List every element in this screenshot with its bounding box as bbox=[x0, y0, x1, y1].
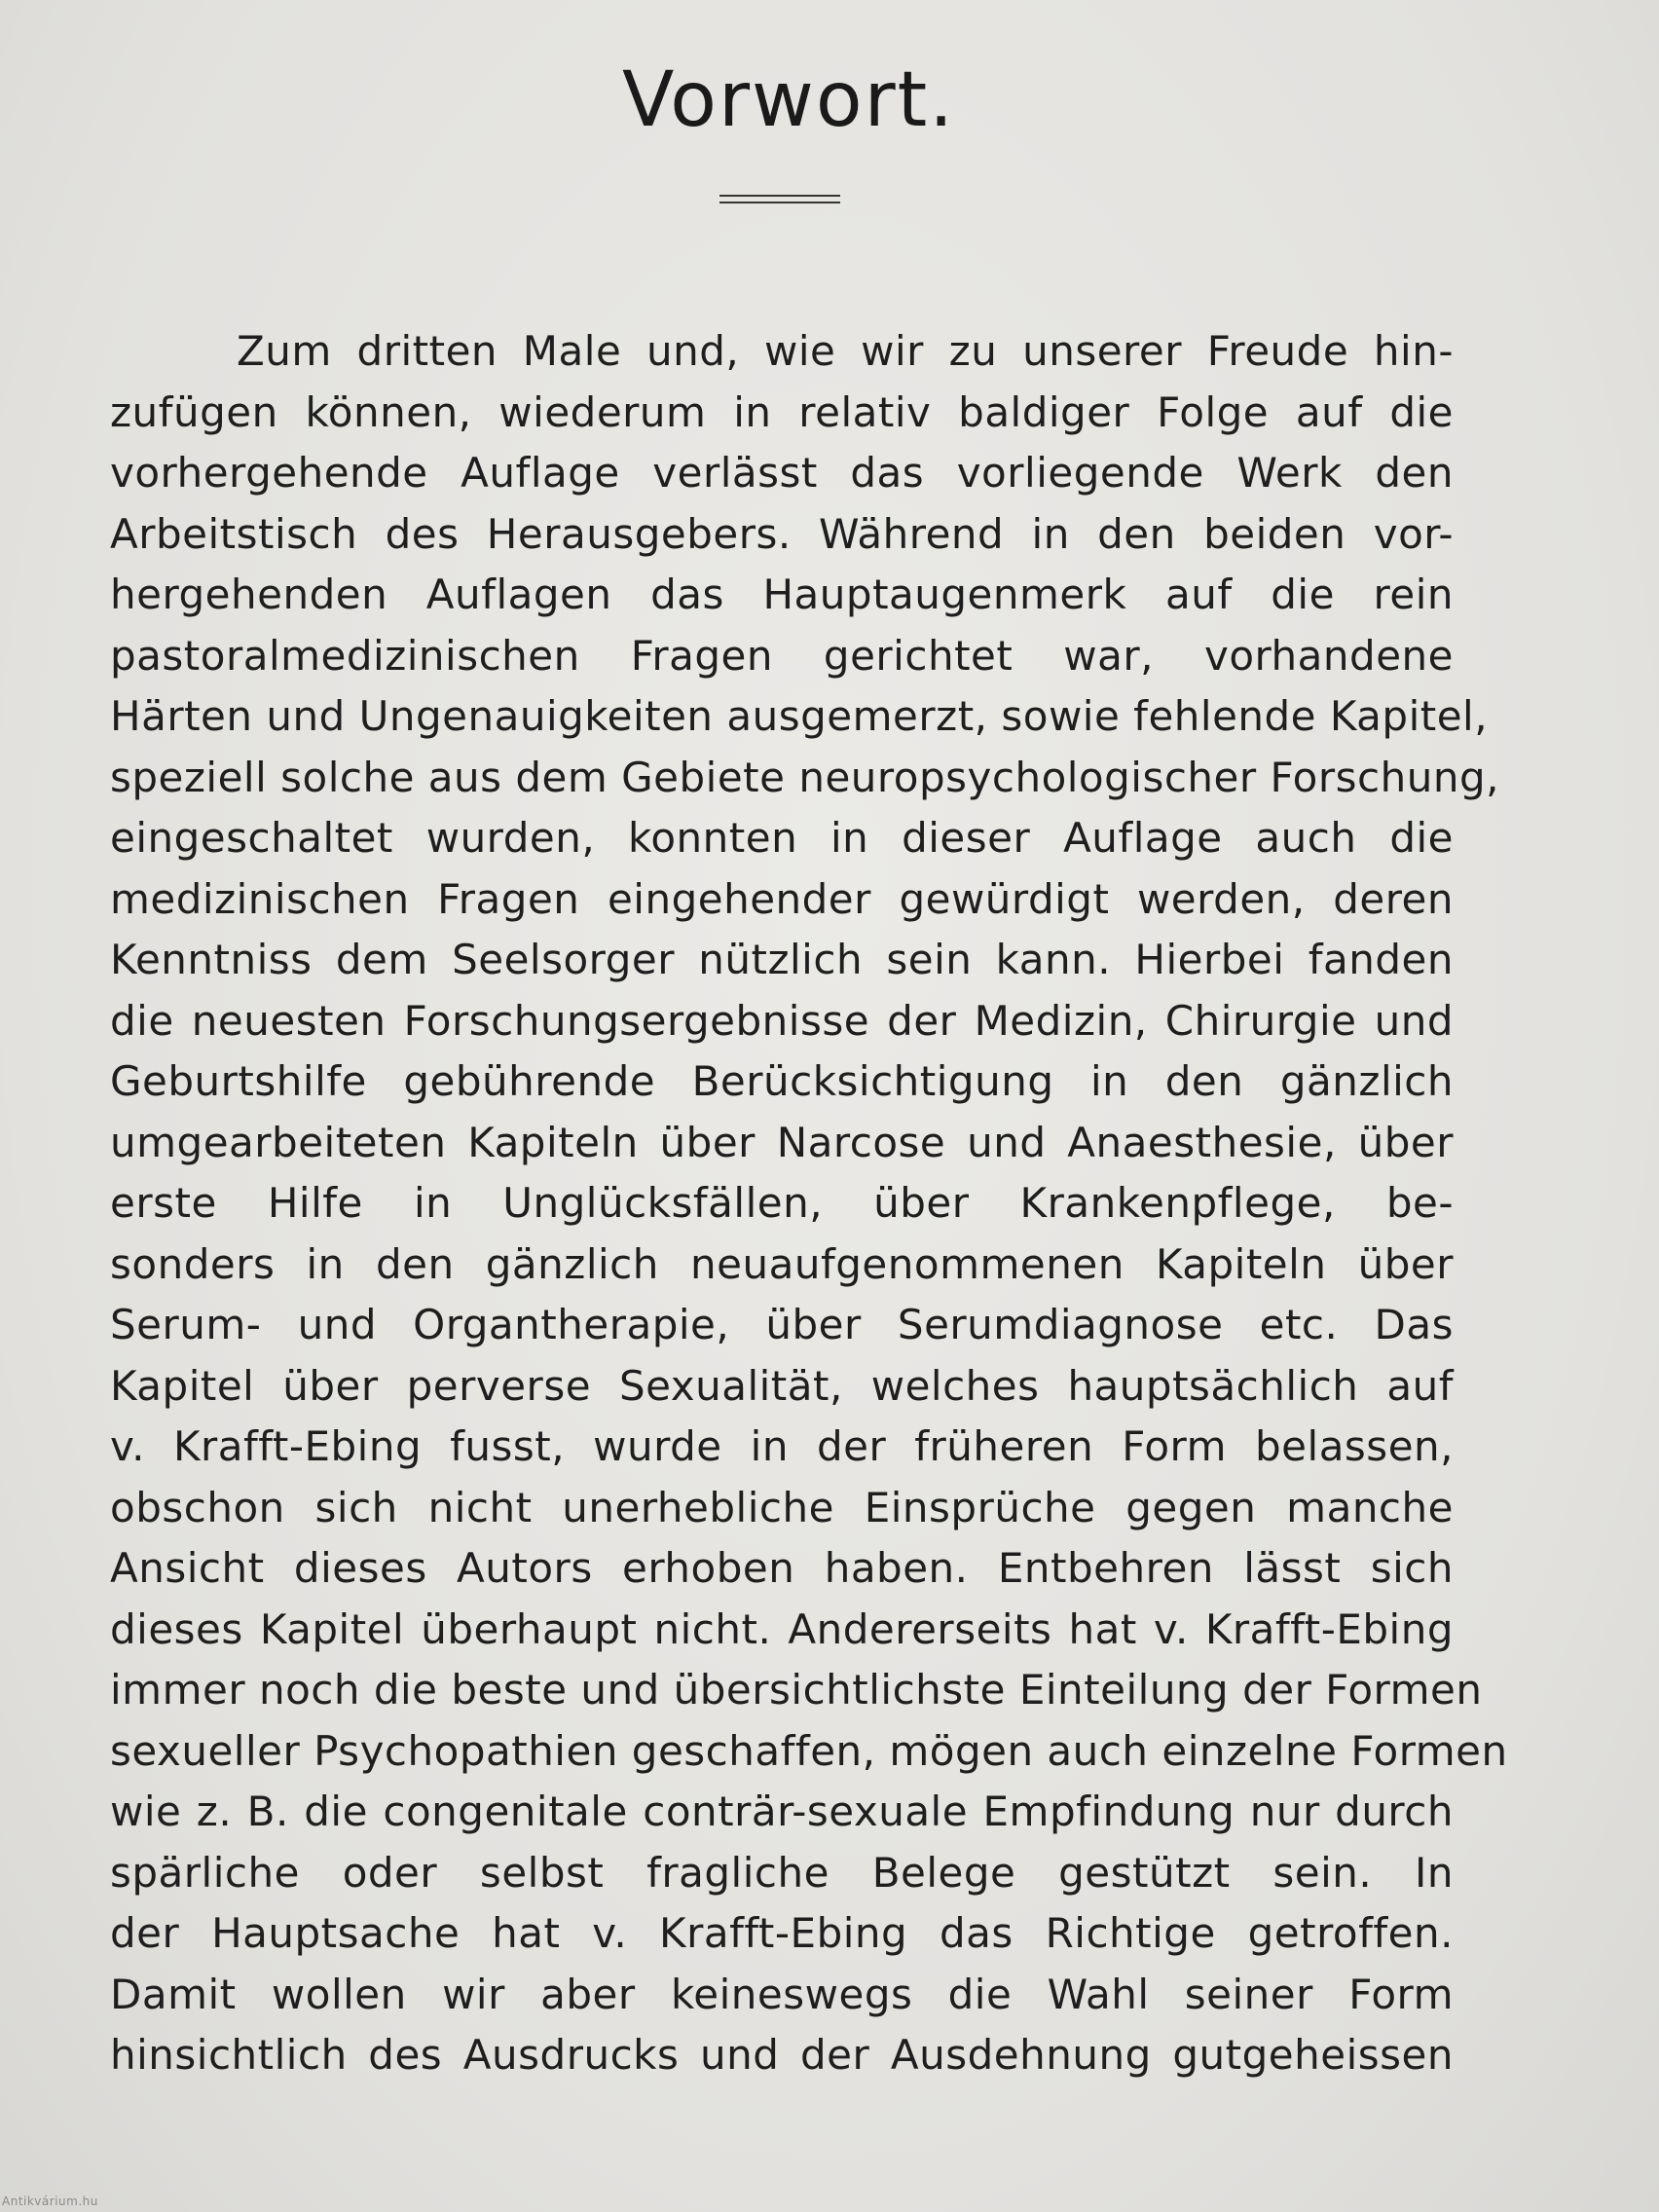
text-line: Zum dritten Male und, wie wir zu unserer Freude hin- bbox=[237, 327, 1454, 375]
text-line: dieses Kapitel überhaupt nicht. Andererseits hat v. Krafft-Ebing bbox=[110, 1604, 1454, 1653]
body-paragraph bbox=[110, 321, 1508, 2086]
text-line: Arbeitstisch des Herausgebers. Während in den beiden vor- bbox=[110, 509, 1454, 558]
text-line: speziell solche aus dem Gebiete neuropsychologischer Forschung, bbox=[110, 753, 1499, 801]
text-line: hinsichtlich des Ausdrucks und der Ausdehnung gutgeheissen bbox=[110, 2031, 1454, 2079]
text-line: medizinischen Fragen eingehender gewürdigt werden, deren bbox=[110, 874, 1454, 923]
text-line: sexueller Psychopathien geschaffen, mögen auch einzelne Formen bbox=[110, 1726, 1508, 1775]
text-line: Geburtshilfe gebührende Berücksichtigung in den gänzlich bbox=[110, 1057, 1454, 1105]
watermark: Antikvárium.hu bbox=[2, 2194, 98, 2208]
text-line: spärliche oder selbst fragliche Belege gestützt sein. In bbox=[110, 1848, 1454, 1897]
text-line: der Hauptsache hat v. Krafft-Ebing das Richtige getroffen. bbox=[110, 1909, 1454, 1957]
text-line: Kenntniss dem Seelsorger nützlich sein kann. Hierbei fanden bbox=[110, 936, 1454, 983]
text-line: erste Hilfe in Unglücksfällen, über Krankenpflege, be- bbox=[110, 1179, 1454, 1227]
text-line: Ansicht dieses Autors erhoben haben. Entbehren lässt sich bbox=[110, 1544, 1454, 1592]
text-line: Kapitel über perverse Sexualität, welches hauptsächlich auf bbox=[110, 1361, 1454, 1410]
text-line: v. Krafft-Ebing fusst, wurde in der früheren Form belassen, bbox=[110, 1422, 1454, 1470]
text-line: wie z. B. die congenitale conträr-sexuale Empfindung nur durch bbox=[110, 1788, 1454, 1835]
text-line: Damit wollen wir aber keineswegs die Wahl seiner Form bbox=[110, 1970, 1454, 2018]
text-line: obschon sich nicht unerhebliche Einsprüche gegen manche bbox=[110, 1483, 1454, 1531]
title-divider bbox=[719, 195, 840, 204]
text-line: umgearbeiteten Kapiteln über Narcose und Anaesthesie, über bbox=[110, 1118, 1454, 1166]
text-line: zufügen können, wiederum in relativ baldiger Folge auf die bbox=[110, 387, 1454, 436]
text-line: vorhergehende Auflage verlässt das vorliegende Werk den bbox=[110, 449, 1454, 497]
text-line: die neuesten Forschungsergebnisse der Medizin, Chirurgie und bbox=[110, 996, 1454, 1045]
text-line: immer noch die beste und übersichtlichste Einteilung der Formen bbox=[110, 1666, 1483, 1714]
text-line: Serum- und Organtherapie, über Serumdiagnose etc. Das bbox=[110, 1301, 1454, 1348]
text-line: pastoralmedizinischen Fragen gerichtet war, vorhandene bbox=[110, 631, 1454, 680]
text-line: Härten und Ungenauigkeiten ausgemerzt, sowie fehlende Kapitel, bbox=[110, 692, 1489, 740]
text-line: sonders in den gänzlich neuaufgenommenen Kapiteln über bbox=[110, 1239, 1454, 1288]
text-line: eingeschaltet wurden, konnten in dieser Auflage auch die bbox=[110, 814, 1454, 862]
text-line: hergehenden Auflagen das Hauptaugenmerk auf die rein bbox=[110, 571, 1454, 618]
page-title: Vorwort. bbox=[621, 56, 956, 144]
